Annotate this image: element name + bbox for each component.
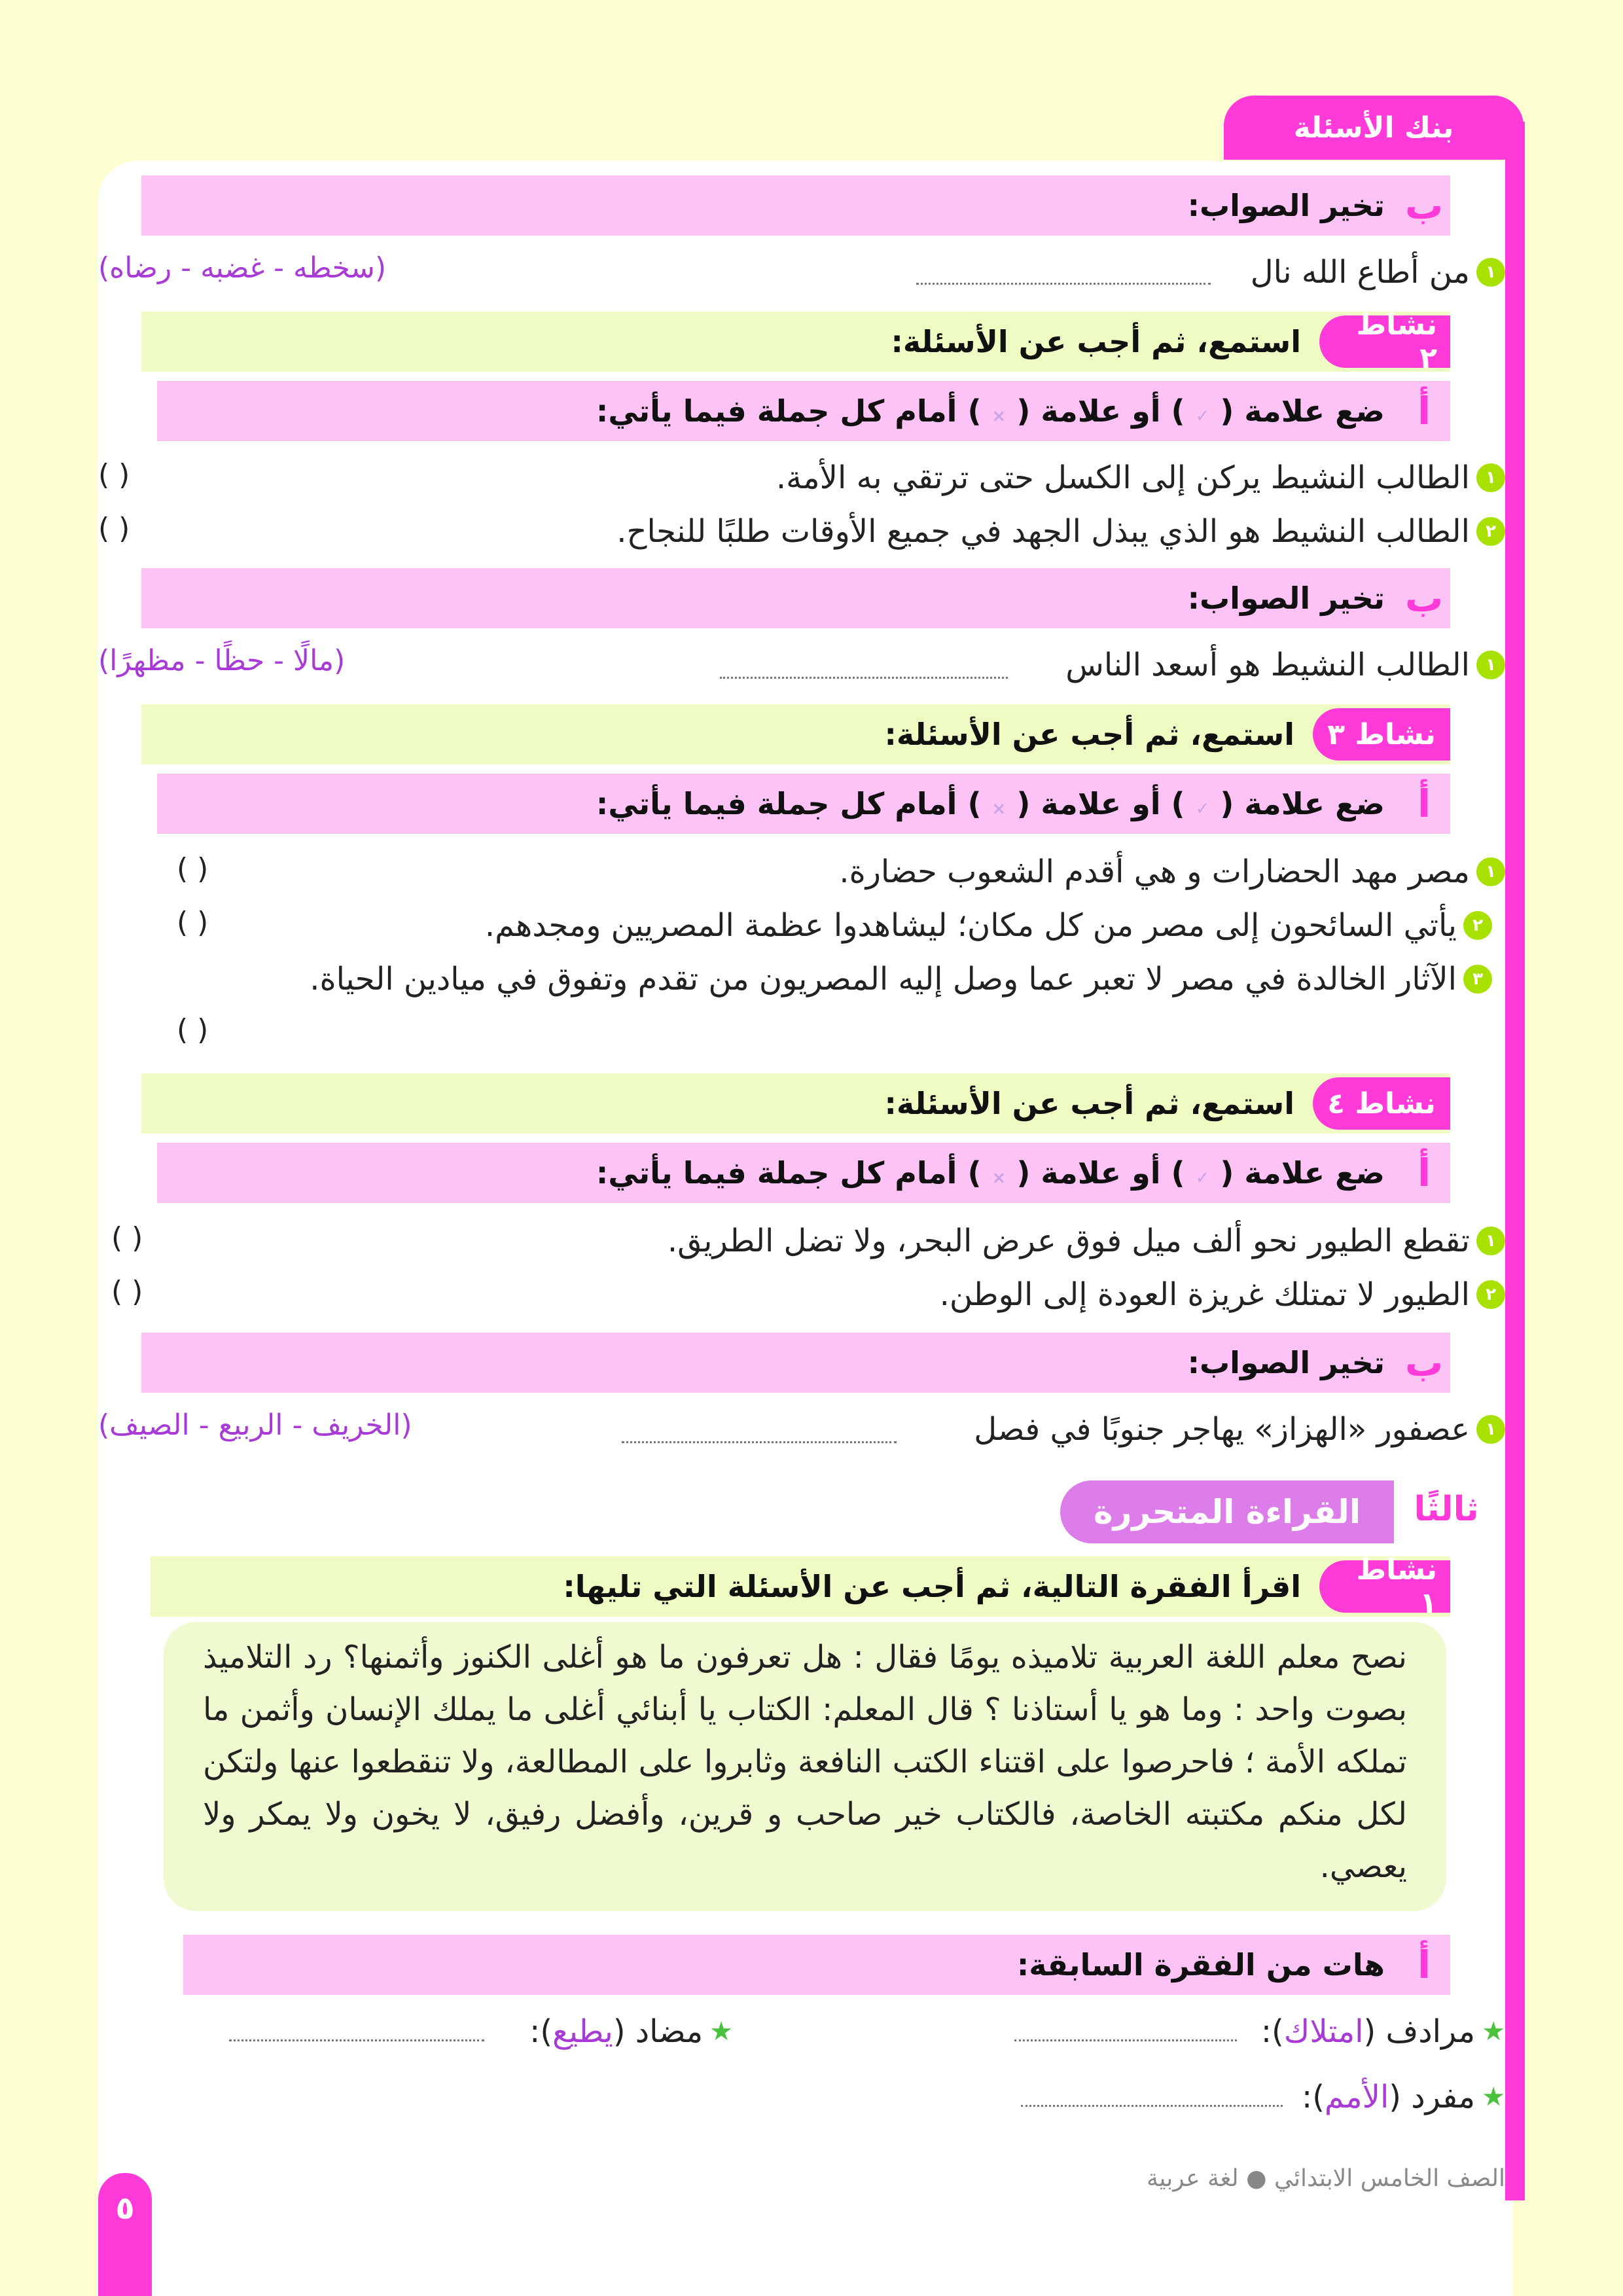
activity4-title: استمع، ثم أجب عن الأسئلة: [884,1086,1294,1121]
question-number: ١ [1476,1227,1505,1255]
question-text: الطالب النشيط هو أسعد الناس [1065,647,1470,683]
star-icon: ★ [1482,2017,1505,2047]
activity4-a-bar [157,1143,1450,1203]
antonym-answer-blank[interactable] [229,2039,484,2041]
star-icon: ★ [1482,2082,1505,2112]
section-letter-b: ب [1404,183,1444,228]
section-letter-b: ب [1404,576,1444,620]
page-number: ٥ [115,2190,135,2227]
side-rail [1505,122,1525,2200]
singular-answer-blank[interactable] [1021,2105,1283,2107]
x-icon: × [991,406,1007,426]
question-text: عصفور «الهزاز» يهاجر جنوبًا في فصل [974,1411,1470,1448]
block1-question-1 [812,246,1505,298]
question-text: الطالب النشيط هو الذي يبذل الجهد في جميع الأوقات طلبًا للنجاح. [616,513,1470,550]
antonym-question [497,2005,733,2058]
choose-correct-title: تخير الصواب: [1187,188,1385,223]
question-number: ١ [1476,463,1505,492]
activity1-title: اقرأ الفقرة التالية، ثم أجب عن الأسئلة التي تليها: [563,1569,1301,1604]
section3-icon-text: ثالثًا [1414,1490,1479,1529]
singular-question [1296,2071,1505,2123]
singular-label: مفرد ( [1389,2079,1476,2115]
activity3-title: استمع، ثم أجب عن الأسئلة: [884,717,1294,752]
activity2-item-1 [393,452,1505,504]
section-letter-a: أ [1418,1151,1431,1195]
footer-grade: الصف الخامس الابتدائي ● لغة عربية [1147,2165,1505,2192]
x-icon: × [991,799,1007,819]
activity1-pill: نشاط ١ [1319,1560,1450,1613]
singular-word: الأمم [1324,2079,1389,2115]
activity3-a-title: ضع علامة ( ✓ ) أو علامة ( × ) أمام كل جملة فيما يأتي: [596,786,1385,821]
header-tab [1224,96,1524,160]
singular-end: ): [1302,2079,1325,2115]
section3-title: القراءة المتحررة [1094,1493,1361,1531]
activity3-a-bar [157,774,1450,834]
answer-parens[interactable]: ( ) [111,1275,143,1308]
section-letter-a: أ [1418,781,1431,826]
check-icon: ✓ [1195,406,1210,426]
question-number: ٢ [1476,517,1505,546]
activity2-b-question-1 [982,639,1505,691]
header-tab-title: بنك الأسئلة [1293,111,1454,145]
activity3-bar [141,704,1450,764]
question-number: ٢ [1476,1280,1505,1309]
answer-options: (مالًا - حظًا - مظهرًا) [98,644,346,677]
activity1-a-title: هات من الفقرة السابقة: [1016,1947,1385,1982]
question-text: الآثار الخالدة في مصر لا تعبر عما وصل إليه المصريون من تقدم وتفوق في ميادين الحياة. [310,961,1457,997]
activity4-b-question-1 [903,1403,1505,1456]
answer-parens[interactable]: ( ) [177,906,209,939]
section3-title-pill [1060,1480,1394,1543]
reading-passage: نصح معلم اللغة العربية تلاميذه يومًا فقال : هل تعرفون ما هو أغلى الكنوز وأثمنها؟ رد التلاميذ بصوت واحد : وما هو يا أستاذنا ؟ قال المعلم: الكتاب يا أبنائي أغلى ما يملك الإنسان وأثمن ما تملكه الأمة ؛ فاحرصوا على اقتناء الكتب النافعة وثابروا على المطالعة، ولا تنقطعوا عنها ولتكن لكل منكم مكتبته الخاصة، فالكتاب خير صاحب و قرين، وأفضل رفيق، لا يخون ولا يمكر ولا يعصي. [164,1622,1446,1911]
activity4-item-2 [393,1268,1505,1321]
activity2-bar [141,308,1450,375]
question-number: ٢ [1463,911,1492,940]
question-text: الطالب النشيط يركن إلى الكسل حتى ترتقي به الأمة. [776,459,1470,496]
question-number: ١ [1476,1415,1505,1444]
x-icon: × [991,1168,1007,1188]
activity2-item-2 [393,505,1505,558]
answer-options: (سخطه - غضبه - رضاه) [98,251,387,285]
activity4-b-bar [141,1333,1450,1393]
answer-parens[interactable]: ( ) [111,1221,143,1255]
question-number: ١ [1476,258,1505,287]
synonym-question [1021,2005,1505,2058]
synonym-label: مرادف ( [1363,2013,1476,2050]
activity3-item-1 [393,846,1505,898]
question-text: من أطاع الله نال [1250,254,1470,291]
activity1-bar [151,1553,1450,1620]
activity2-pill: نشاط ٢ [1319,315,1450,368]
synonym-end: ): [1260,2013,1284,2050]
page-number-tab [98,2173,152,2296]
section-letter-a: أ [1418,389,1431,433]
section-letter-b: ب [1404,1340,1444,1385]
section-letter-a: أ [1418,1943,1431,1987]
antonym-word: يطيع [552,2013,613,2050]
answer-blank[interactable] [916,283,1211,285]
choose-correct-title: تخير الصواب: [1187,1345,1385,1380]
star-icon: ★ [709,2017,733,2047]
check-icon: ✓ [1195,799,1210,819]
question-text: الطيور لا تمتلك غريزة العودة إلى الوطن. [939,1276,1470,1313]
antonym-label: مضاد ( [613,2013,704,2050]
section3-number-icon [1407,1477,1486,1542]
question-number: ١ [1476,651,1505,679]
activity2-a-bar [157,381,1450,441]
activity4-bar [141,1073,1450,1134]
answer-parens[interactable]: ( ) [98,458,130,492]
activity4-item-1 [393,1215,1505,1267]
question-number: ١ [1476,857,1505,886]
synonym-answer-blank[interactable] [1014,2039,1237,2041]
activity1-a-bar [183,1935,1450,1995]
choose-correct-bar-1 [141,175,1450,236]
activity3-item-2 [393,899,1492,952]
answer-blank[interactable] [622,1441,897,1443]
question-text: يأتي السائحون إلى مصر من كل مكان؛ ليشاهدوا عظمة المصريين ومجدهم. [484,907,1457,944]
activity4-pill: نشاط ٤ [1313,1077,1450,1130]
activity3-pill: نشاط ٣ [1313,708,1450,761]
question-text: مصر مهد الحضارات و هي أقدم الشعوب حضارة. [839,853,1470,890]
activity2-a-title: ضع علامة ( ✓ ) أو علامة ( × ) أمام كل جملة فيما يأتي: [596,393,1385,429]
activity3-item-3 [118,953,1492,1005]
answer-parens[interactable]: ( ) [98,512,130,545]
answer-options: (الخريف - الربيع - الصيف) [98,1408,412,1442]
answer-blank[interactable] [720,677,1008,679]
question-number: ٣ [1463,965,1492,994]
synonym-word: امتلاك [1283,2013,1364,2050]
question-text: تقطع الطيور نحو ألف ميل فوق عرض البحر، ولا تضل الطريق. [667,1223,1470,1259]
activity2-title: استمع، ثم أجب عن الأسئلة: [891,324,1301,359]
antonym-end: ): [529,2013,553,2050]
check-icon: ✓ [1195,1168,1210,1188]
activity2-b-bar [141,568,1450,628]
answer-parens[interactable]: ( ) [177,852,209,886]
answer-parens[interactable]: ( ) [177,1013,209,1047]
choose-correct-title: تخير الصواب: [1187,581,1385,616]
activity4-a-title: ضع علامة ( ✓ ) أو علامة ( × ) أمام كل جملة فيما يأتي: [596,1155,1385,1191]
